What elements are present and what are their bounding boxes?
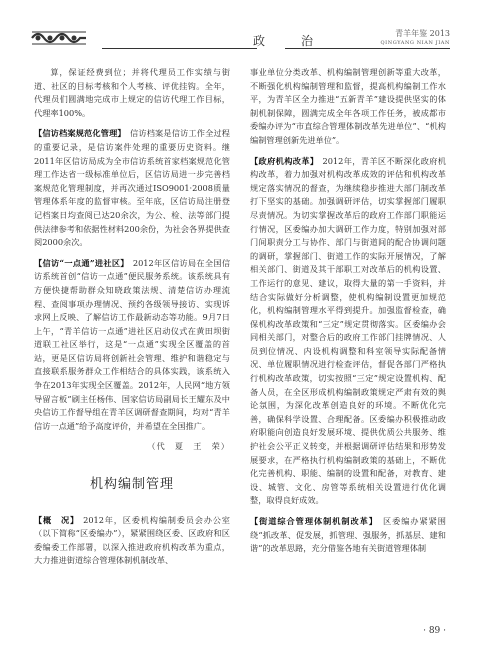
paragraph-text: 事业单位分类改革、机构编制管理创新等重大改革，不断强化机构编制管理和监督，提高机构编制工作水平，为青羊区全力推进“五新青羊”建设提供坚实的体制机制保障，圆满完成全年各项工作任务，被成都市委编办评为“市直综合管理体制改革先进单位”、“机构编制管理创新先进单位”。 — [250, 67, 446, 145]
yearbook-subtitle: QINGYANG NIAN JIAN — [380, 40, 450, 46]
paragraph-text: 信访档案是信访工作全过程的重要记录，是信访案件处理的重要历史资料。继2011年区信访局成为全市信访系统首家档案规范化管理工作达省一级标准单位后，区信访局进一步完善档案规范化管理制度，并再次通过ISO9001·2008质量管理体系年度的监督审核。至年底，区信访局注册登记档案日均查阅已达20余次，为公、检、法等部门提供法律参考和依据性材料200余份，为社会各界提供查阅2000余次。 — [34, 128, 230, 248]
paragraph — [34, 127, 230, 249]
author-credit: （代 夏 王 荣） — [147, 441, 230, 452]
entry-heading: 【信访“一点通”进社区】 — [34, 257, 129, 268]
paragraph-text: 区委编办紧紧围绕“抓改革、促发展，抓管理、强服务，抓基层、建和谐”的改革思路，充分借鉴各地有关街道管理体制 — [250, 516, 446, 554]
left-column — [34, 66, 230, 575]
page-number: · 89 · — [423, 626, 446, 636]
paragraph — [34, 66, 230, 120]
paragraph — [250, 66, 446, 148]
paragraph — [250, 155, 446, 508]
paragraph-text: 2012年，区委机构编制委员会办公室（以下简称“区委编办”），紧紧围绕区委、区政府和区委编委工作部署，以深入推进政府机构改革为重点，大力推进街道综合管理体制机制改革、 — [34, 514, 230, 566]
right-column — [250, 66, 446, 563]
paragraph-text: 2012年，青羊区不断深化政府机构改革，着力加强对机构改革成效的评估和机构改革规定落实情况的督查，为继续稳步推进大部门制改革打下坚实的基础。加强调研评估，切实掌握部门履职尽责情况。为切实掌握改革后的政府工作部门职能运行情况，区委编办加大调研工作力度，特别加强对部门间职责分工与协作、部门与街道间的配合协调问题的调研，掌握部门、街道工作的实际开展情况，了解相关部门、街道及其干部职工对改革后的机构设置、工作运行的意见、建议，取得大量的第一手资料，并结合实际做好分析调整，使机构编制设置更加规范化，机构编制管理水平得到提升。加强监督检查，确保机构改革政策和“三定”规定贯彻落实。区委编办会同相关部门，对整合后的政府工作部门挂牌情况、人员到位情况、内设机构调整和科室领导实际配备情况、单位履职情况进行检查评估，督促各部门严格执行机构改革政策，切实按照“三定”规定设置机构、配备人员，在全区形成机构编制政策规定严肃有效的舆论氛围，为深化改革创造良好的环境。不断优化完善，确保科学设置、合理配备。区委编办积极推动政府职能向创造良好发展环境、提供优质公共服务、维护社会公平正义转变，并根据调研评估结果和形势发展要求，在严格执行机构编制政策的基础上，不断优化完善机构、职能、编制的设置和配备，对教育、建设、城管、文化、房管等系统相关设置进行优化调整，取得良好成效。 — [250, 155, 446, 506]
paragraph — [34, 514, 230, 568]
paragraph — [250, 515, 446, 556]
entry-heading: 【街道综合管理体制机制改革】 — [250, 516, 378, 526]
paragraph — [34, 257, 230, 434]
entry-heading: 【信访档案规范化管理】 — [34, 128, 126, 139]
yearbook-title: 青羊年鉴 2013 — [395, 29, 450, 38]
header-rule-left — [102, 48, 257, 49]
section-title: 机构编制管理 — [89, 477, 174, 493]
paragraph-text: 2012年区信访局在全国信访系统首创“信访一点通”便民服务系统。该系统具有方便快捷帮助群众知晓政策法规、清楚信访办理流程、查阅事项办理情况、预约各级领导接访、实现诉求网上反映、了解信访工作最新动态等功能。9月7日上午，“青羊信访一点通”进社区启动仪式在黄田坝街道联工社区举行，这是“一点通”实现全区覆盖的首站，更是区信访局将创新社会管理、维护和谐稳定与直接联系服务群众工作相结合的具体实践，该系统入争在2013年实现全区覆盖。2012年，人民网“地方领导留言板”刷主任杨伟、国家信访局副局长王耀东及中央信访工作督导组在青羊区调研督查期间，均对“青羊信访一点通”给予高度评价，并希望在全国推广。 — [34, 257, 231, 431]
ornament-icon — [30, 28, 88, 48]
section-heading: 政 治 — [253, 34, 326, 48]
page-header — [30, 28, 450, 50]
header-rule-right — [285, 48, 450, 49]
paragraph-text: 算，保证经费到位；并将代理员工作实绩与街道、社区的目标考核和个人考核、评优挂钩。全年，代理员们圆满地完成市上规定的信访代理工作目标，代理率100%。 — [34, 67, 230, 118]
entry-heading: 【概 况】 — [34, 514, 80, 525]
entry-heading: 【政府机构改革】 — [250, 155, 319, 166]
